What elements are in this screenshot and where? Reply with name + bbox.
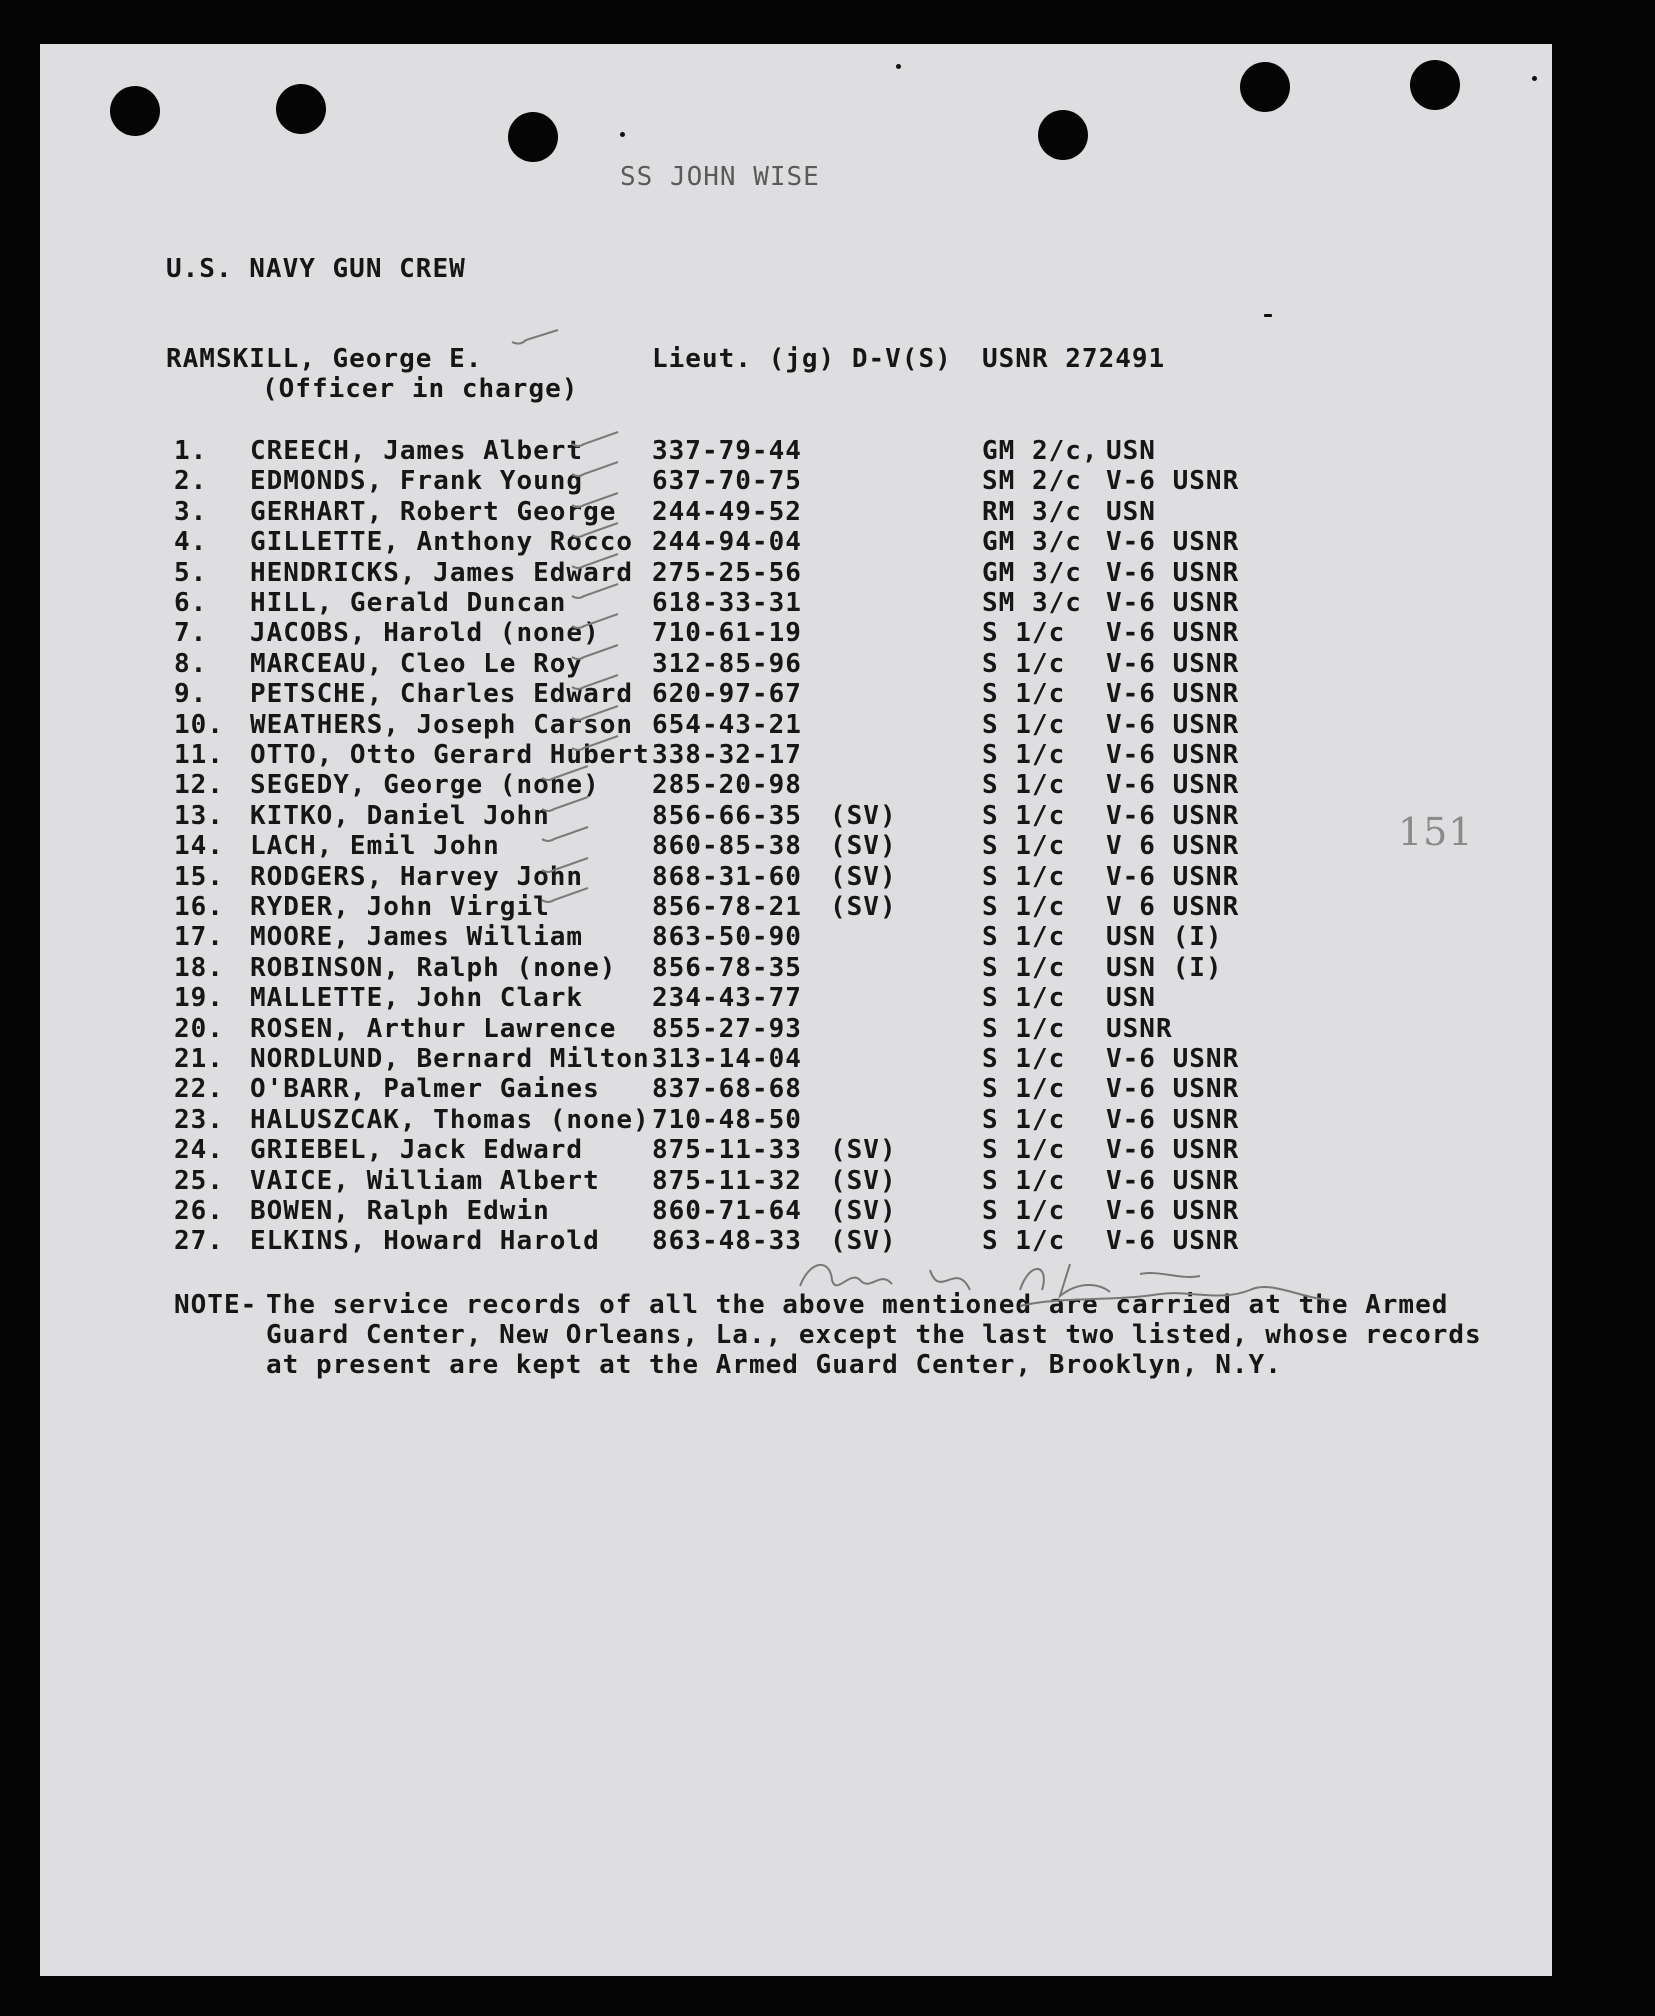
crew-row (40, 1166, 1552, 1196)
sv-mark: (SV) (830, 892, 897, 922)
sv-mark: (SV) (830, 1135, 897, 1166)
crew-row (40, 618, 1552, 648)
crew-row (40, 1074, 1552, 1104)
crew-rate: S 1/c (982, 1044, 1066, 1074)
crew-service: V-6 USNR (1106, 527, 1240, 558)
crew-name: CREECH, James Albert (250, 436, 584, 466)
punch-hole (1038, 110, 1088, 160)
sv-mark: (SV) (830, 800, 897, 831)
crew-index: 20. (174, 1013, 224, 1044)
check-mark (540, 856, 590, 876)
crew-name: KITKO, Daniel John (250, 800, 550, 831)
crew-row (40, 679, 1552, 709)
check-mark (540, 764, 590, 784)
crew-row (40, 527, 1552, 557)
crew-service: V-6 USNR (1106, 770, 1240, 801)
service-number: 860-71-64 (652, 1196, 802, 1226)
service-number: 654-43-21 (652, 709, 802, 740)
crew-rate: S 1/c (982, 1013, 1066, 1044)
service-number: 234-43-77 (652, 983, 802, 1014)
crew-row (40, 983, 1552, 1013)
crew-rate: S 1/c (982, 770, 1066, 801)
crew-index: 5. (174, 557, 208, 588)
crew-name: MOORE, James William (250, 922, 584, 953)
service-number: 710-48-50 (652, 1104, 802, 1135)
crew-service: V-6 USNR (1106, 1074, 1240, 1105)
crew-rate: S 1/c (982, 800, 1066, 831)
officer-rank: Lieut. (jg) D-V(S) (652, 344, 952, 374)
sv-mark: (SV) (830, 1165, 897, 1196)
check-mark (540, 825, 590, 845)
crew-service: V 6 USNR (1106, 892, 1240, 922)
service-number: 855-27-93 (652, 1013, 802, 1044)
sv-mark: (SV) (830, 831, 897, 862)
crew-index: 25. (174, 1165, 224, 1196)
check-mark (570, 643, 620, 663)
crew-name: NORDLUND, Bernard Milton (250, 1044, 650, 1074)
crew-row (40, 953, 1552, 983)
crew-rate: S 1/c (982, 952, 1066, 983)
service-number: 637-70-75 (652, 466, 802, 497)
crew-name: HENDRICKS, James Edward (250, 557, 634, 588)
service-number: 337-79-44 (652, 436, 802, 466)
service-number: 620-97-67 (652, 679, 802, 710)
service-number: 338-32-17 (652, 740, 802, 770)
crew-rate: S 1/c (982, 679, 1066, 710)
crew-row (40, 558, 1552, 588)
crew-index: 15. (174, 861, 224, 892)
punch-hole (508, 112, 558, 162)
crew-name: RODGERS, Harvey John (250, 861, 584, 892)
crew-service: V-6 USNR (1106, 800, 1240, 831)
crew-rate: S 1/c (982, 1104, 1066, 1135)
sv-mark: (SV) (830, 1226, 897, 1257)
crew-index: 13. (174, 800, 224, 831)
crew-row (40, 831, 1552, 861)
ship-name: SS JOHN WISE (620, 162, 820, 192)
crew-name: RYDER, John Virgil (250, 892, 550, 922)
check-mark (570, 491, 620, 511)
crew-service: V-6 USNR (1106, 1104, 1240, 1135)
note-line: The service records of all the above mentioned are carried at the Armed (266, 1290, 1449, 1320)
speck (1264, 314, 1272, 317)
crew-service: USN (1106, 983, 1156, 1014)
crew-rate: S 1/c (982, 831, 1066, 862)
crew-row (40, 497, 1552, 527)
crew-index: 16. (174, 892, 224, 922)
crew-index: 1. (174, 436, 208, 466)
officer-service: USNR 272491 (982, 344, 1166, 374)
crew-index: 22. (174, 1074, 224, 1105)
crew-row (40, 1014, 1552, 1044)
check-mark (570, 704, 620, 724)
crew-index: 6. (174, 588, 208, 618)
crew-row (40, 922, 1552, 952)
check-mark (570, 430, 620, 450)
crew-name: WEATHERS, Joseph Carson (250, 709, 634, 740)
document-page (40, 44, 1552, 1976)
crew-rate: S 1/c (982, 709, 1066, 740)
officer-role: (Officer in charge) (262, 374, 579, 404)
crew-service: V-6 USNR (1106, 679, 1240, 710)
crew-index: 24. (174, 1135, 224, 1166)
crew-name: ELKINS, Howard Harold (250, 1226, 600, 1257)
crew-service: USN (I) (1106, 952, 1223, 983)
crew-service: V-6 USNR (1106, 861, 1240, 892)
crew-service: V-6 USNR (1106, 1165, 1240, 1196)
crew-name: PETSCHE, Charles Edward (250, 679, 634, 710)
crew-rate: GM 2/c, (982, 436, 1099, 466)
crew-rate: GM 3/c (982, 557, 1082, 588)
crew-row (40, 649, 1552, 679)
crew-rate: S 1/c (982, 618, 1066, 649)
crew-service: V 6 USNR (1106, 831, 1240, 862)
crew-row (40, 770, 1552, 800)
crew-row (40, 1044, 1552, 1074)
note-line: at present are kept at the Armed Guard Center, Brooklyn, N.Y. (266, 1350, 1282, 1380)
crew-index: 12. (174, 770, 224, 801)
crew-name: SEGEDY, George (none) (250, 770, 600, 801)
service-number: 863-50-90 (652, 922, 802, 953)
crew-service: V-6 USNR (1106, 466, 1240, 497)
crew-rate: S 1/c (982, 922, 1066, 953)
crew-row (40, 1135, 1552, 1165)
crew-service: V-6 USNR (1106, 648, 1240, 679)
crew-index: 14. (174, 831, 224, 862)
crew-row (40, 801, 1552, 831)
crew-service: V-6 USNR (1106, 1135, 1240, 1166)
section-title: U.S. NAVY GUN CREW (166, 254, 466, 284)
check-mark (570, 521, 620, 541)
crew-name: EDMONDS, Frank Young (250, 466, 584, 497)
crew-service: V-6 USNR (1106, 557, 1240, 588)
crew-rate: S 1/c (982, 1226, 1066, 1257)
check-mark (540, 795, 590, 815)
crew-service: V-6 USNR (1106, 1196, 1240, 1226)
crew-service: V-6 USNR (1106, 740, 1240, 770)
service-number: 856-78-35 (652, 952, 802, 983)
punch-hole (110, 86, 160, 136)
crew-name: BOWEN, Ralph Edwin (250, 1196, 550, 1226)
crew-name: JACOBS, Harold (none) (250, 618, 600, 649)
crew-index: 3. (174, 496, 208, 527)
crew-rate: S 1/c (982, 861, 1066, 892)
service-number: 868-31-60 (652, 861, 802, 892)
check-mark (540, 886, 590, 906)
crew-name: HILL, Gerald Duncan (250, 588, 567, 618)
crew-name: MALLETTE, John Clark (250, 983, 584, 1014)
crew-name: VAICE, William Albert (250, 1165, 600, 1196)
handwritten-signature (780, 1240, 1340, 1320)
crew-index: 21. (174, 1044, 224, 1074)
crew-index: 8. (174, 648, 208, 679)
crew-name: OTTO, Otto Gerard Hubert (250, 740, 650, 770)
crew-row (40, 892, 1552, 922)
crew-rate: S 1/c (982, 1196, 1066, 1226)
crew-name: MARCEAU, Cleo Le Roy (250, 648, 584, 679)
crew-name: LACH, Emil John (250, 831, 500, 862)
check-mark (570, 734, 620, 754)
service-number: 860-85-38 (652, 831, 802, 862)
crew-name: ROBINSON, Ralph (none) (250, 952, 617, 983)
sv-mark: (SV) (830, 1196, 897, 1226)
crew-service: USN (1106, 496, 1156, 527)
sv-mark: (SV) (830, 861, 897, 892)
crew-name: GILLETTE, Anthony Rocco (250, 527, 634, 558)
note-line: Guard Center, New Orleans, La., except the last two listed, whose records (266, 1320, 1482, 1350)
service-number: 875-11-32 (652, 1165, 802, 1196)
check-mark (510, 328, 560, 348)
punch-hole (1240, 62, 1290, 112)
speck (896, 64, 901, 69)
punch-hole (276, 84, 326, 134)
crew-row (40, 740, 1552, 770)
officer-name: RAMSKILL, George E. (166, 344, 483, 374)
crew-rate: S 1/c (982, 1165, 1066, 1196)
crew-rate: S 1/c (982, 648, 1066, 679)
service-number: 837-68-68 (652, 1074, 802, 1105)
service-number: 875-11-33 (652, 1135, 802, 1166)
crew-index: 18. (174, 952, 224, 983)
crew-row (40, 466, 1552, 496)
crew-service: V-6 USNR (1106, 709, 1240, 740)
crew-name: ROSEN, Arthur Lawrence (250, 1013, 617, 1044)
note-label: NOTE- (174, 1290, 258, 1320)
crew-index: 17. (174, 922, 224, 953)
check-mark (570, 460, 620, 480)
speck (1532, 76, 1537, 81)
service-number: 863-48-33 (652, 1226, 802, 1257)
crew-rate: S 1/c (982, 1135, 1066, 1166)
crew-row (40, 1196, 1552, 1226)
crew-index: 27. (174, 1226, 224, 1257)
service-number: 244-94-04 (652, 527, 802, 558)
crew-service: V-6 USNR (1106, 1226, 1240, 1257)
service-number: 710-61-19 (652, 618, 802, 649)
crew-rate: S 1/c (982, 892, 1066, 922)
crew-service: V-6 USNR (1106, 588, 1240, 618)
crew-service: V-6 USNR (1106, 1044, 1240, 1074)
check-mark (570, 612, 620, 632)
crew-rate: GM 3/c (982, 527, 1082, 558)
crew-row (40, 710, 1552, 740)
service-number: 312-85-96 (652, 648, 802, 679)
crew-index: 19. (174, 983, 224, 1014)
service-number: 285-20-98 (652, 770, 802, 801)
speck (620, 132, 625, 137)
crew-row (40, 588, 1552, 618)
service-number: 313-14-04 (652, 1044, 802, 1074)
punch-hole (1410, 60, 1460, 110)
crew-name: GRIEBEL, Jack Edward (250, 1135, 584, 1166)
crew-row (40, 436, 1552, 466)
crew-index: 26. (174, 1196, 224, 1226)
check-mark (570, 673, 620, 693)
crew-rate: S 1/c (982, 1074, 1066, 1105)
service-number: 856-78-21 (652, 892, 802, 922)
crew-name: O'BARR, Palmer Gaines (250, 1074, 600, 1105)
crew-name: GERHART, Robert George (250, 496, 617, 527)
crew-index: 7. (174, 618, 208, 649)
check-mark (570, 552, 620, 572)
crew-rate: RM 3/c (982, 496, 1082, 527)
crew-row (40, 1105, 1552, 1135)
crew-index: 9. (174, 679, 208, 710)
crew-index: 23. (174, 1104, 224, 1135)
crew-rate: SM 2/c (982, 466, 1082, 497)
service-number: 856-66-35 (652, 800, 802, 831)
crew-service: USN (I) (1106, 922, 1223, 953)
service-number: 275-25-56 (652, 557, 802, 588)
crew-rate: SM 3/c (982, 588, 1082, 618)
crew-index: 10. (174, 709, 224, 740)
crew-name: HALUSZCAK, Thomas (none) (250, 1104, 650, 1135)
page-number: 151 (1398, 810, 1474, 854)
crew-service: USN (1106, 436, 1156, 466)
check-mark (570, 582, 620, 602)
crew-index: 11. (174, 740, 224, 770)
service-number: 618-33-31 (652, 588, 802, 618)
crew-row (40, 862, 1552, 892)
crew-rate: S 1/c (982, 983, 1066, 1014)
crew-index: 2. (174, 466, 208, 497)
crew-service: USNR (1106, 1013, 1173, 1044)
crew-rate: S 1/c (982, 740, 1066, 770)
crew-index: 4. (174, 527, 208, 558)
service-number: 244-49-52 (652, 496, 802, 527)
crew-service: V-6 USNR (1106, 618, 1240, 649)
